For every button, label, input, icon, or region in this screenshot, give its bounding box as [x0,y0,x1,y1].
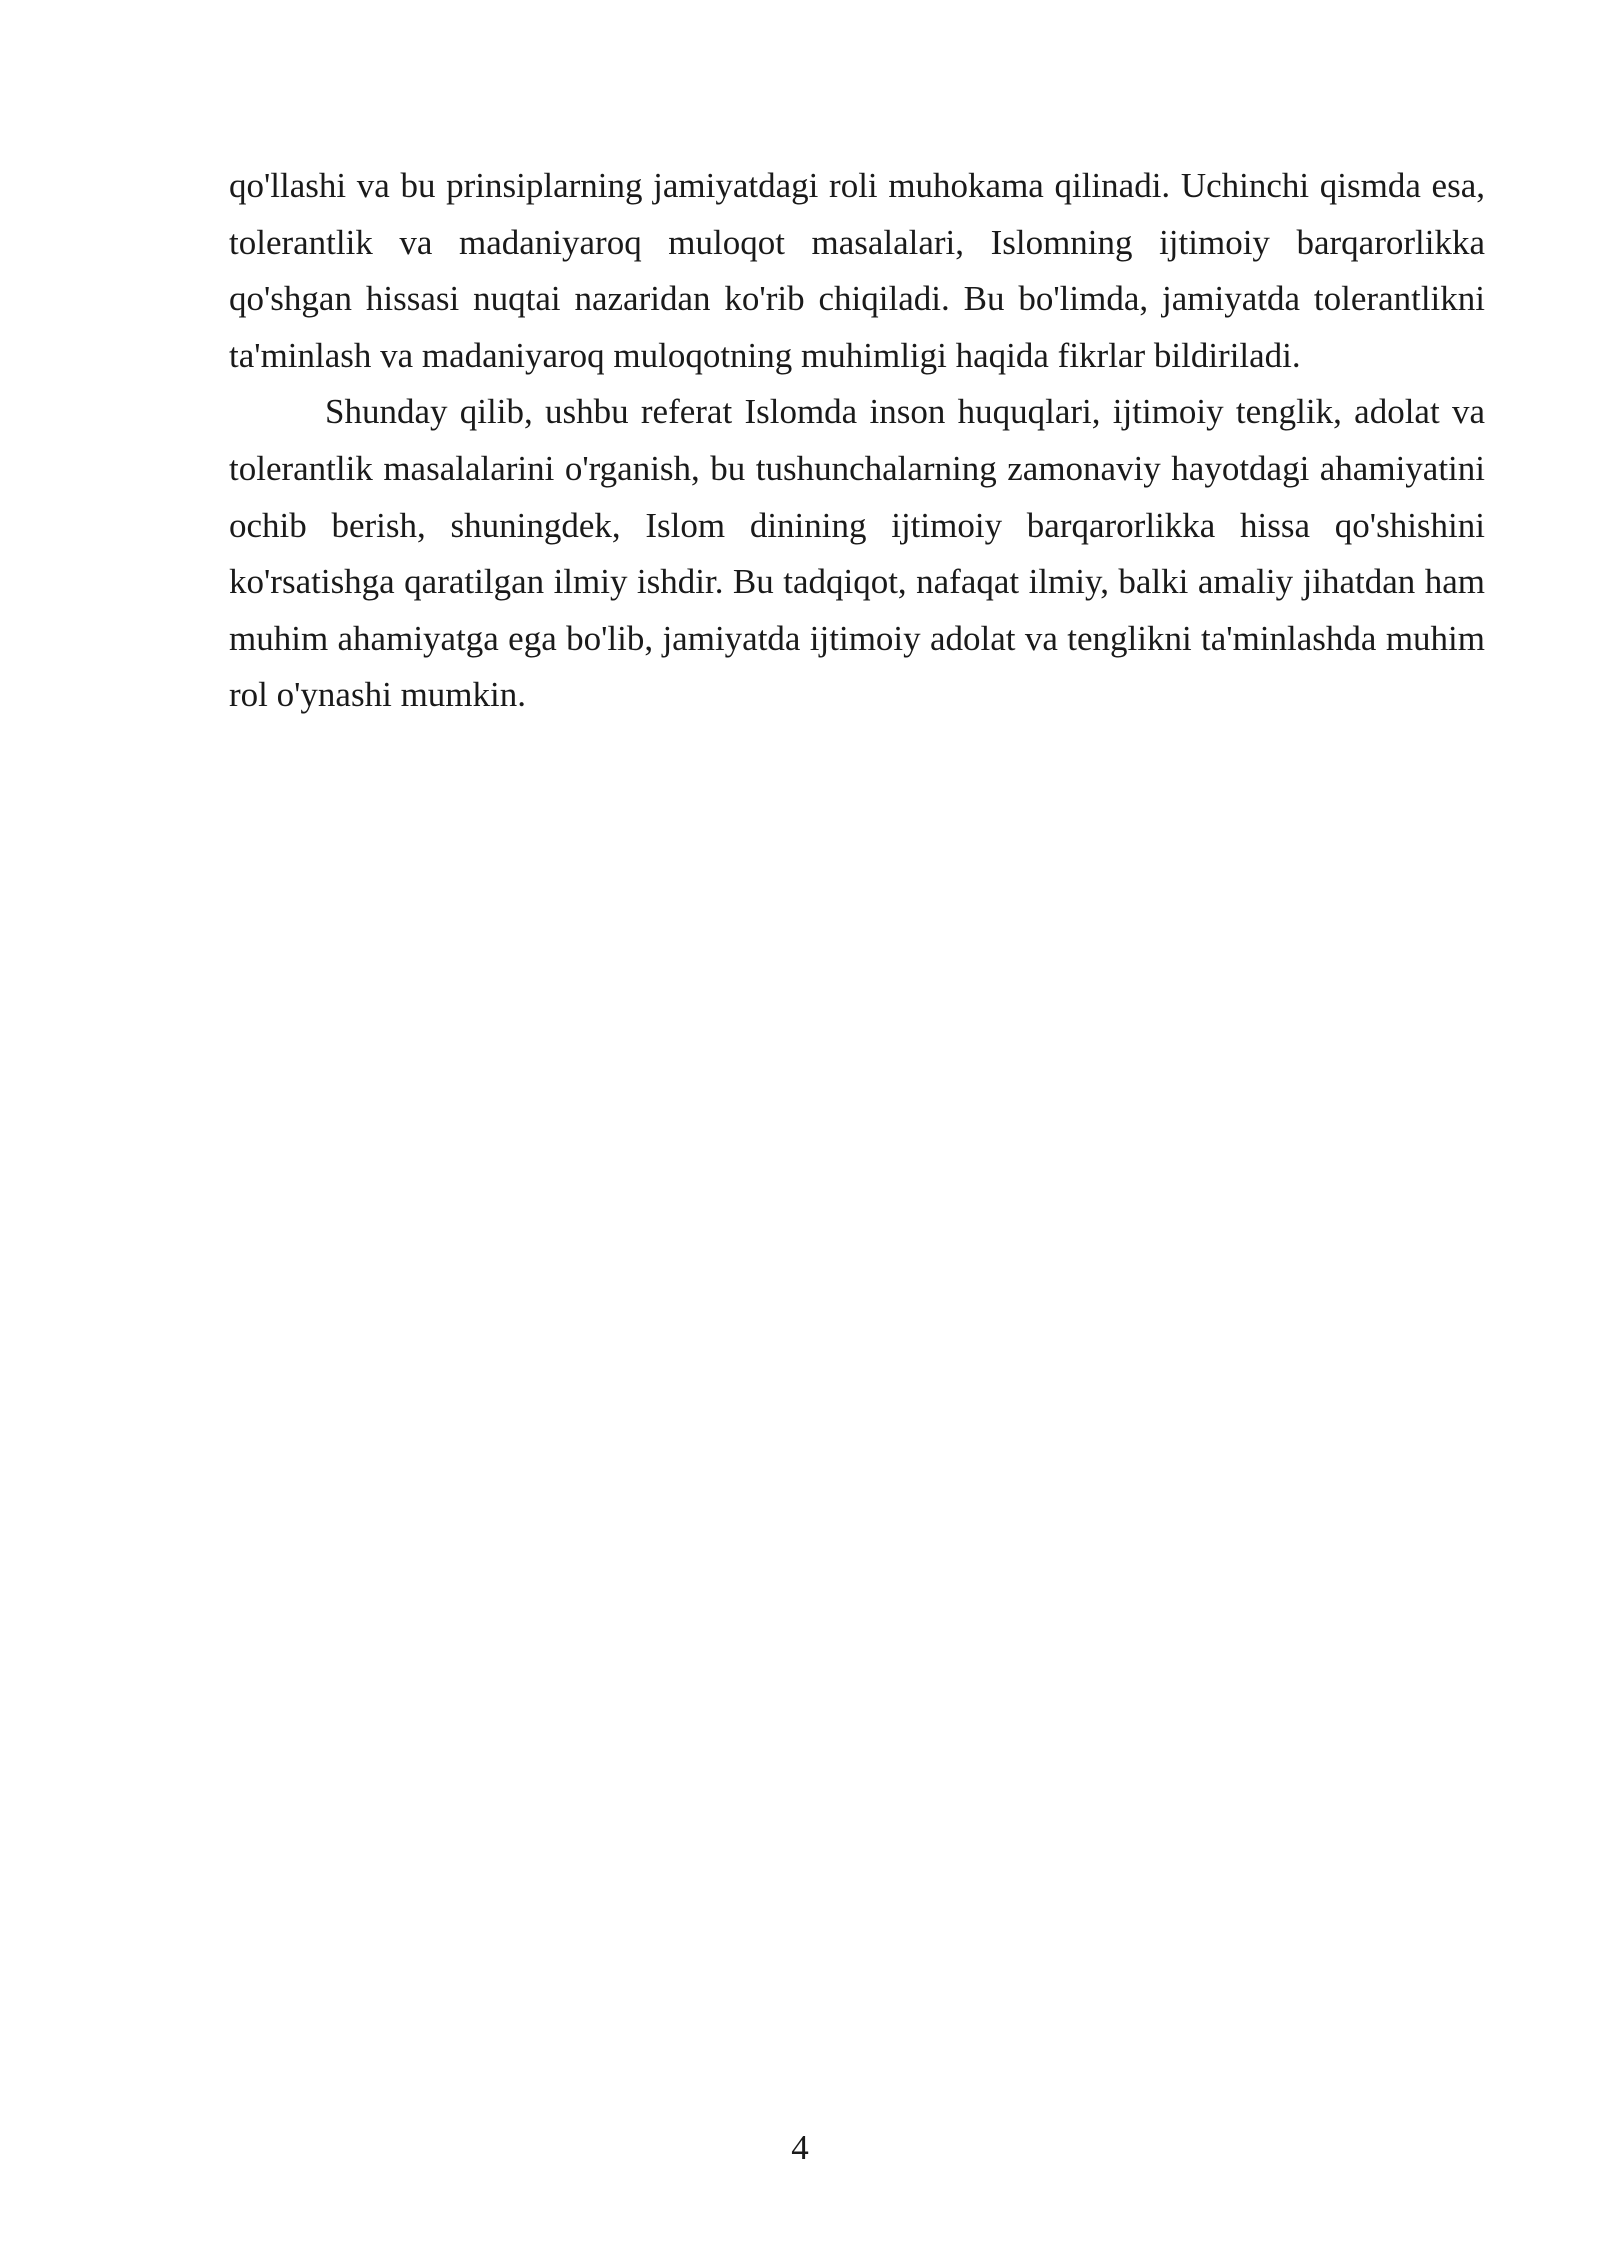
body-text [229,158,1485,724]
page-number: 4 [791,2128,809,2167]
paragraph-conclusion: Shunday qilib, ushbu referat Islomda inson huquqlari, ijtimoiy tenglik, adolat va tolerantlik masalalarini o'rganish, bu tushunchalarning zamonaviy hayotdagi ahamiyatini ochib berish, shuningdek, Islom dinining ijtimoiy barqarorlikka hissa qo'shishini ko'rsatishga qaratilgan ilmiy ishdir. Bu tadqiqot, nafaqat ilmiy, balki amaliy jihatdan ham muhim ahamiyatga ega bo'lib, jamiyatda ijtimoiy adolat va tenglikni ta'minlashda muhim rol o'ynashi mumkin. [229,392,1485,715]
paragraph-continuation: qo'llashi va bu prinsiplarning jamiyatdagi roli muhokama qilinadi. Uchinchi qismda esa, tolerantlik va madaniyaroq muloqot masalalari, Islomning ijtimoiy barqarorlikka qo'shgan hissasi nuqtai nazaridan ko'rib chiqiladi. Bu bo'limda, jamiyatda tolerantlikni ta'minlash va madaniyaroq muloqotning muhimligi haqida fikrlar bildiriladi. [229,166,1485,375]
